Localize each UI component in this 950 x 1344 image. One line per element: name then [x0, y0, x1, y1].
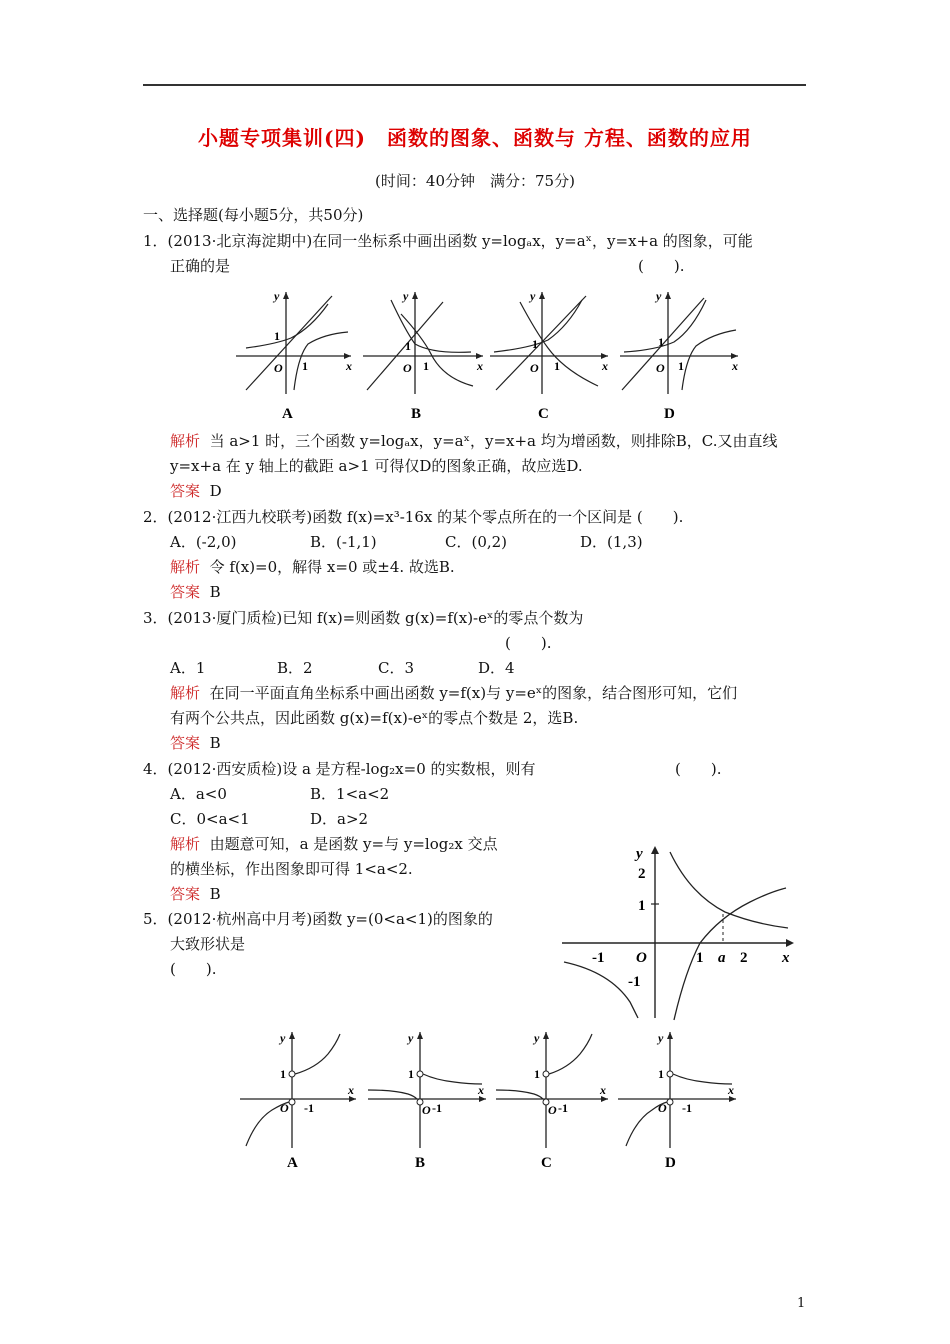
q1a-one-x: 1 — [302, 359, 308, 373]
q3-answer-label: 答案 — [170, 734, 201, 752]
q1c-one-x: 1 — [554, 359, 560, 373]
q1b-origin: O — [403, 361, 412, 375]
q2-choice-c: C．(0,2) — [445, 533, 508, 551]
q1b-y-label: y — [403, 289, 409, 303]
q2-choice-b: B．(-1,1) — [310, 533, 377, 551]
q4-tick-x-1: 1 — [696, 950, 704, 966]
q1c-x-label: x — [602, 359, 608, 373]
q1a-origin: O — [274, 361, 283, 375]
q4-stem: 4．(2012·西安质检)设 a 是方程-log₂x=0 的实数根，则有 — [143, 760, 536, 778]
q1b-x-label: x — [477, 359, 483, 373]
q1-graph-c — [490, 289, 608, 422]
q5a-neg1: -1 — [304, 1101, 314, 1115]
q5-graph-b — [368, 1031, 486, 1171]
q5a-origin: O — [280, 1101, 289, 1115]
q4-answer-paren: ( ). — [675, 760, 722, 778]
q4-choice-d: D．a>2 — [310, 810, 369, 828]
q4-choice-b: B．1<a<2 — [310, 785, 390, 803]
q4-tick-y-neg1: -1 — [628, 974, 641, 990]
q1-answer-paren: ( ). — [638, 257, 685, 275]
q1d-y-label: y — [656, 289, 662, 303]
q1-stem-line1: 1．(2013·北京海淀期中)在同一坐标系中画出函数 y=logₐx，y=aˣ，y=x+a 的图象，可能 — [143, 232, 753, 250]
page-number: 1 — [797, 1296, 806, 1311]
q4-tick-x-2: 2 — [740, 950, 748, 966]
q3-jiexi — [170, 683, 737, 703]
q1-jiexi — [170, 431, 778, 451]
q1-jiexi-label: 解析 — [170, 432, 201, 450]
q5b-origin: O — [422, 1103, 431, 1117]
q3-stem: 3．(2013·厦门质检)已知 f(x)=则函数 g(x)=f(x)-eˣ的零点个数为 — [143, 609, 584, 627]
q1a-x-label: x — [346, 359, 352, 373]
q3-answer-paren: ( ). — [505, 634, 552, 652]
q5-answer-paren: ( ). — [170, 960, 217, 978]
q1d-one-x: 1 — [678, 359, 684, 373]
header-rule — [143, 84, 806, 86]
q5b-y-label: y — [408, 1031, 414, 1045]
q1-option-a: A — [282, 406, 293, 422]
q5c-y-label: y — [534, 1031, 540, 1045]
q5b-one: 1 — [408, 1067, 414, 1081]
q1b-one-y: 1 — [405, 339, 411, 353]
q5d-neg1: -1 — [682, 1101, 692, 1115]
q4-choice-c: C．0<a<1 — [170, 810, 250, 828]
q4-y-label: y — [636, 846, 643, 862]
q3-choice-c: C．3 — [378, 659, 415, 677]
q4-tick-y-1: 1 — [638, 898, 646, 914]
q1d-one-y: 1 — [658, 335, 664, 349]
q1c-one-y: 1 — [532, 337, 538, 351]
q5d-origin: O — [658, 1101, 667, 1115]
q4-jiexi — [170, 834, 498, 854]
q5-stem-line2: 大致形状是 — [170, 935, 246, 953]
q2-jiexi-text: 令 f(x)=0，解得 x=0 或±4. 故选B. — [209, 558, 455, 576]
q4-tick-x-a: a — [718, 950, 726, 966]
q5a-x-label: x — [348, 1083, 354, 1097]
q2-answer-value: B — [209, 583, 221, 601]
q1c-y-label: y — [530, 289, 536, 303]
q4-jiexi-text1: 由题意可知，a 是函数 y=与 y=log₂x 交点 — [209, 835, 498, 853]
section-heading: 一、选择题(每小题5分，共50分) — [143, 206, 364, 224]
q1-graph-a — [236, 289, 352, 422]
q1-graph-b — [363, 289, 483, 422]
q5b-neg1: -1 — [432, 1101, 442, 1115]
q3-jiexi-text2: 有两个公共点，因此函数 g(x)=f(x)-eˣ的零点个数是 2，选B. — [170, 709, 579, 727]
q4-jiexi-label: 解析 — [170, 835, 201, 853]
q1d-origin: O — [656, 361, 665, 375]
q5d-x-label: x — [728, 1083, 734, 1097]
q5a-one: 1 — [280, 1067, 286, 1081]
q2-jiexi — [170, 557, 455, 577]
q1-jiexi-text1: 当 a>1 时，三个函数 y=logₐx，y=aˣ，y=x+a 均为增函数，则排除B，C.又由直线 — [209, 432, 778, 450]
q1-option-d: D — [664, 406, 675, 422]
q2-choice-d: D．(1,3) — [580, 533, 643, 551]
q2-answer-label: 答案 — [170, 583, 201, 601]
q1-stem-line2: 正确的是 — [170, 257, 231, 275]
q5-graph-c — [496, 1031, 608, 1171]
q2-choice-a: A．(-2,0) — [170, 533, 237, 551]
q5c-one: 1 — [534, 1067, 540, 1081]
q4-answer-value: B — [209, 885, 221, 903]
q3-answer — [170, 733, 221, 753]
q3-choice-b: B．2 — [277, 659, 313, 677]
q2-jiexi-label: 解析 — [170, 558, 201, 576]
q5b-x-label: x — [478, 1083, 484, 1097]
q4-origin: O — [636, 950, 647, 966]
q4-jiexi-text2: 的横坐标，作出图象即可得 1<a<2. — [170, 860, 413, 878]
q1d-x-label: x — [732, 359, 738, 373]
q1-answer-label: 答案 — [170, 482, 201, 500]
q1b-one-x: 1 — [423, 359, 429, 373]
q5-option-d: D — [665, 1155, 676, 1171]
q3-choice-d: D．4 — [478, 659, 515, 677]
q4-tick-y-2: 2 — [638, 866, 646, 882]
q5-graphs — [236, 1024, 746, 1174]
q4-graph — [560, 842, 800, 1022]
q4-answer-label: 答案 — [170, 885, 201, 903]
q3-answer-value: B — [209, 734, 221, 752]
q4-choice-a: A．a<0 — [170, 785, 227, 803]
q1-graph-d — [620, 289, 738, 422]
q1c-origin: O — [530, 361, 539, 375]
q4-x-label: x — [782, 950, 790, 966]
q1-jiexi-text2: y=x+a 在 y 轴上的截距 a>1 可得仅D的图象正确，故应选D. — [170, 457, 583, 475]
q4-answer — [170, 884, 221, 904]
q5-option-a: A — [287, 1155, 298, 1171]
q5c-x-label: x — [600, 1083, 606, 1097]
q5a-y-label: y — [280, 1031, 286, 1045]
q2-answer — [170, 582, 221, 602]
q5c-origin: O — [548, 1103, 557, 1117]
q2-stem: 2．(2012·江西九校联考)函数 f(x)=x³-16x 的某个零点所在的一个区间是 ( ). — [143, 508, 684, 526]
q1a-y-label: y — [274, 289, 280, 303]
q5-graph-a — [240, 1031, 356, 1171]
q1-graphs — [228, 286, 748, 426]
page-subtitle: (时间：40分钟 满分：75分) — [375, 172, 575, 190]
q1-answer-value: D — [209, 482, 222, 500]
q3-jiexi-text1: 在同一平面直角坐标系中画出函数 y=f(x)与 y=eˣ的图象，结合图形可知，它们 — [209, 684, 738, 702]
q1a-one-y: 1 — [274, 329, 280, 343]
q5-graph-d — [618, 1031, 736, 1171]
q1-option-c: C — [538, 406, 549, 422]
q5d-y-label: y — [658, 1031, 664, 1045]
q5-stem-line1: 5．(2012·杭州高中月考)函数 y=(0<a<1)的图象的 — [143, 910, 493, 928]
page-title: 小题专项集训(四) 函数的图象、函数与 方程、函数的应用 — [198, 126, 752, 150]
q1-option-b: B — [411, 406, 422, 422]
q1-answer — [170, 481, 222, 501]
q5-option-b: B — [415, 1155, 426, 1171]
q3-choice-a: A．1 — [170, 659, 206, 677]
q5c-neg1: -1 — [558, 1101, 568, 1115]
q5d-one: 1 — [658, 1067, 664, 1081]
q5-option-c: C — [541, 1155, 552, 1171]
q4-tick-x-neg1: -1 — [592, 950, 605, 966]
q3-jiexi-label: 解析 — [170, 684, 201, 702]
